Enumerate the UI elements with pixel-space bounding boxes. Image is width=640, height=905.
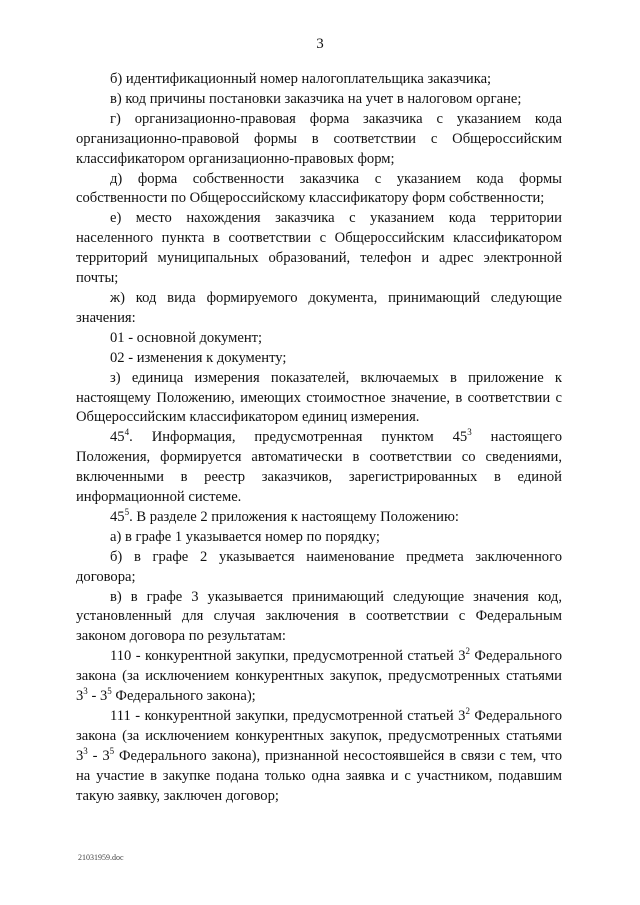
code-text: Федерального закона), признанной несостоявшейся в связи с тем, что на участие в закупке подана только одна заявка и с участником, подавшим такую заявку, заключен договор;: [76, 747, 562, 804]
superscript: 2: [465, 646, 471, 657]
paragraph-number-superscript: 5: [124, 507, 130, 518]
code-text: - 3: [87, 747, 110, 764]
item-d: д) форма собственности заказчика с указанием кода формы собственности по Общероссийскому классификатору форм собственности;: [76, 170, 562, 207]
superscript: 2: [465, 706, 470, 717]
value-01: 01 - основной документ;: [110, 329, 263, 346]
list2-item-a: а) в графе 1 указывается номер по порядку;: [110, 528, 380, 545]
item-e: е) место нахождения заказчика с указанием кода территории населенного пункта в соответствии с Общероссийским классификатором территорий муниципальных образований, телефон и адрес электронной почты;: [76, 210, 562, 287]
paragraph-45-4: [76, 428, 562, 508]
code-text: Федерального закона (за исключением конкурентных закупок, предусмотренных статьями 3: [76, 648, 562, 705]
superscript: 3: [83, 745, 88, 756]
code-text: 110 - конкурентной закупки, предусмотренной статьей 3: [110, 648, 466, 665]
list2-item-v: в) в графе 3 указывается принимающий следующие значения код, установленный для случая заключения в соответствии с Федеральным законом договора по результатам:: [76, 588, 562, 645]
reference-superscript: 3: [467, 427, 472, 438]
paragraph-text-continued: настоящего Положения, формируется автоматически в соответствии со сведениями, включенными в реестр заказчиков, зарегистрированных в единой информационной системе.: [76, 429, 562, 506]
item-zh: ж) код вида формируемого документа, принимающий следующие значения:: [76, 289, 562, 326]
list2-item-b: б) в графе 2 указывается наименование предмета заключенного договора;: [76, 548, 562, 585]
paragraph-number: 45: [110, 508, 125, 525]
code-text: Федерального закона);: [111, 688, 256, 705]
file-name-footer: 21031959.doc: [78, 853, 124, 862]
code-text: - 3: [87, 688, 108, 705]
paragraph-number: 45: [110, 429, 125, 446]
item-v: в) код причины постановки заказчика на учет в налоговом органе;: [110, 90, 522, 107]
paragraph-text: . В разделе 2 приложения к настоящему Положению:: [129, 508, 459, 525]
document-body: [76, 70, 562, 807]
superscript: 5: [109, 745, 115, 756]
paragraph-text: . Информация, предусмотренная пунктом 45: [129, 429, 468, 446]
paragraph-45-5: [76, 508, 562, 528]
page-number: 3: [316, 36, 324, 52]
code-text: 111 - конкурентной закупки, предусмотренной статьей 3: [110, 708, 466, 724]
value-02: 02 - изменения к документу;: [110, 349, 287, 366]
superscript: 3: [83, 686, 88, 697]
item-z: з) единица измерения показателей, включаемых в приложение к настоящему Положению, имеющих стоимостное значение, в соответствии с Общероссийским классификатором единиц измерения.: [76, 369, 562, 426]
code-111: [76, 707, 562, 807]
paragraph-number-superscript: 4: [124, 427, 130, 438]
item-g: г) организационно-правовая форма заказчика с указанием кода организационно-правовой формы в соответствии с Общероссийским классификатором организационно-правовых форм;: [76, 110, 562, 167]
superscript: 5: [107, 686, 112, 697]
item-b: б) идентификационный номер налогоплательщика заказчика;: [110, 71, 492, 87]
code-110: [76, 647, 562, 707]
code-text: Федерального закона (за исключением конкурентных закупок, предусмотренных статьями 3: [76, 708, 562, 764]
